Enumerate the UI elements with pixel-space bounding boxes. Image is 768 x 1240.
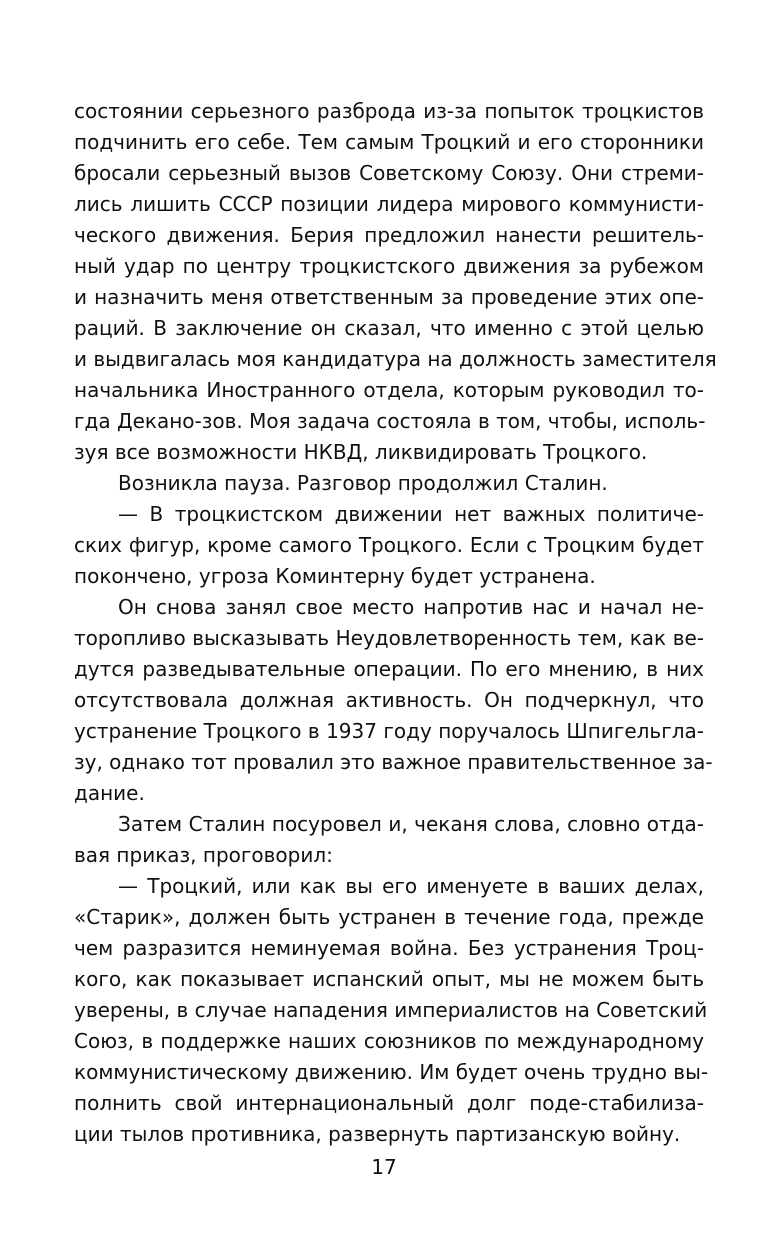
text-line: — Троцкий, или как вы его именуете в ваших делах,: [118, 874, 704, 898]
text-line: состоянии серьезного разброда из-за попыток троцкистов: [74, 99, 704, 123]
text-line: ских фигур, кроме самого Троцкого. Если с Троцким будет: [74, 533, 704, 557]
text-line: полнить свой интернациональный долг поде-стабилиза-: [74, 1091, 704, 1115]
text-line: коммунистическому движению. Им будет очень трудно вы-: [74, 1060, 709, 1084]
text-line: зуя все возможности НКВД, ликвидировать Троцкого.: [74, 440, 648, 464]
text-line: ческого движения. Берия предложил нанести решитель-: [74, 223, 704, 247]
text-line: зу, однако тот провалил это важное правительственное за-: [74, 750, 713, 774]
text-line: — В троцкистском движении нет важных политиче-: [118, 502, 704, 526]
text-line: уверены, в случае нападения империалистов на Советский: [74, 998, 708, 1022]
page-number: 17: [371, 1155, 397, 1179]
text-line: отсутствовала должная активность. Он подчеркнул, что: [74, 688, 704, 712]
body-text: [74, 96, 717, 1150]
text-line: «Старик», должен быть устранен в течение года, прежде: [74, 905, 704, 929]
text-line: Союз, в поддержке наших союзников по международному: [74, 1029, 704, 1053]
text-line: бросали серьезный вызов Советскому Союзу. Они стреми-: [74, 161, 704, 185]
text-line: ный удар по центру троцкистского движения за рубежом: [74, 254, 704, 278]
text-line: Возникла пауза. Разговор продолжил Сталин.: [118, 471, 608, 495]
text-line: начальника Иностранного отдела, которым руководил то-: [74, 378, 704, 402]
text-line: кого, как показывает испанский опыт, мы не можем быть: [74, 967, 704, 991]
text-line: Затем Сталин посуровел и, чеканя слова, словно отда-: [118, 812, 704, 836]
text-line: ции тылов противника, развернуть партизанскую войну.: [74, 1122, 681, 1146]
text-line: устранение Троцкого в 1937 году поручалось Шпигельгла-: [74, 719, 704, 743]
text-line: дутся разведывательные операции. По его мнению, в них: [74, 657, 704, 681]
text-line: и выдвигалась моя кандидатура на должность заместителя: [74, 347, 717, 371]
text-line: раций. В заключение он сказал, что именно с этой целью: [74, 316, 704, 340]
text-line: подчинить его себе. Тем самым Троцкий и его сторонники: [74, 130, 704, 154]
text-line: торопливо высказывать Неудовлетворенность тем, как ве-: [74, 626, 704, 650]
text-line: дание.: [74, 781, 145, 805]
text-line: и назначить меня ответственным за проведение этих опе-: [74, 285, 704, 309]
text-line: гда Декано-зов. Моя задача состояла в том, чтобы, исполь-: [74, 409, 706, 433]
text-line: вая приказ, проговорил:: [74, 843, 333, 867]
text-line: покончено, угроза Коминтерну будет устранена.: [74, 564, 596, 588]
text-line: чем разразится неминуемая война. Без устранения Троц-: [74, 936, 704, 960]
text-line: Он снова занял свое место напротив нас и начал не-: [118, 595, 704, 619]
text-line: лись лишить СССР позиции лидера мирового коммунисти-: [74, 192, 704, 216]
